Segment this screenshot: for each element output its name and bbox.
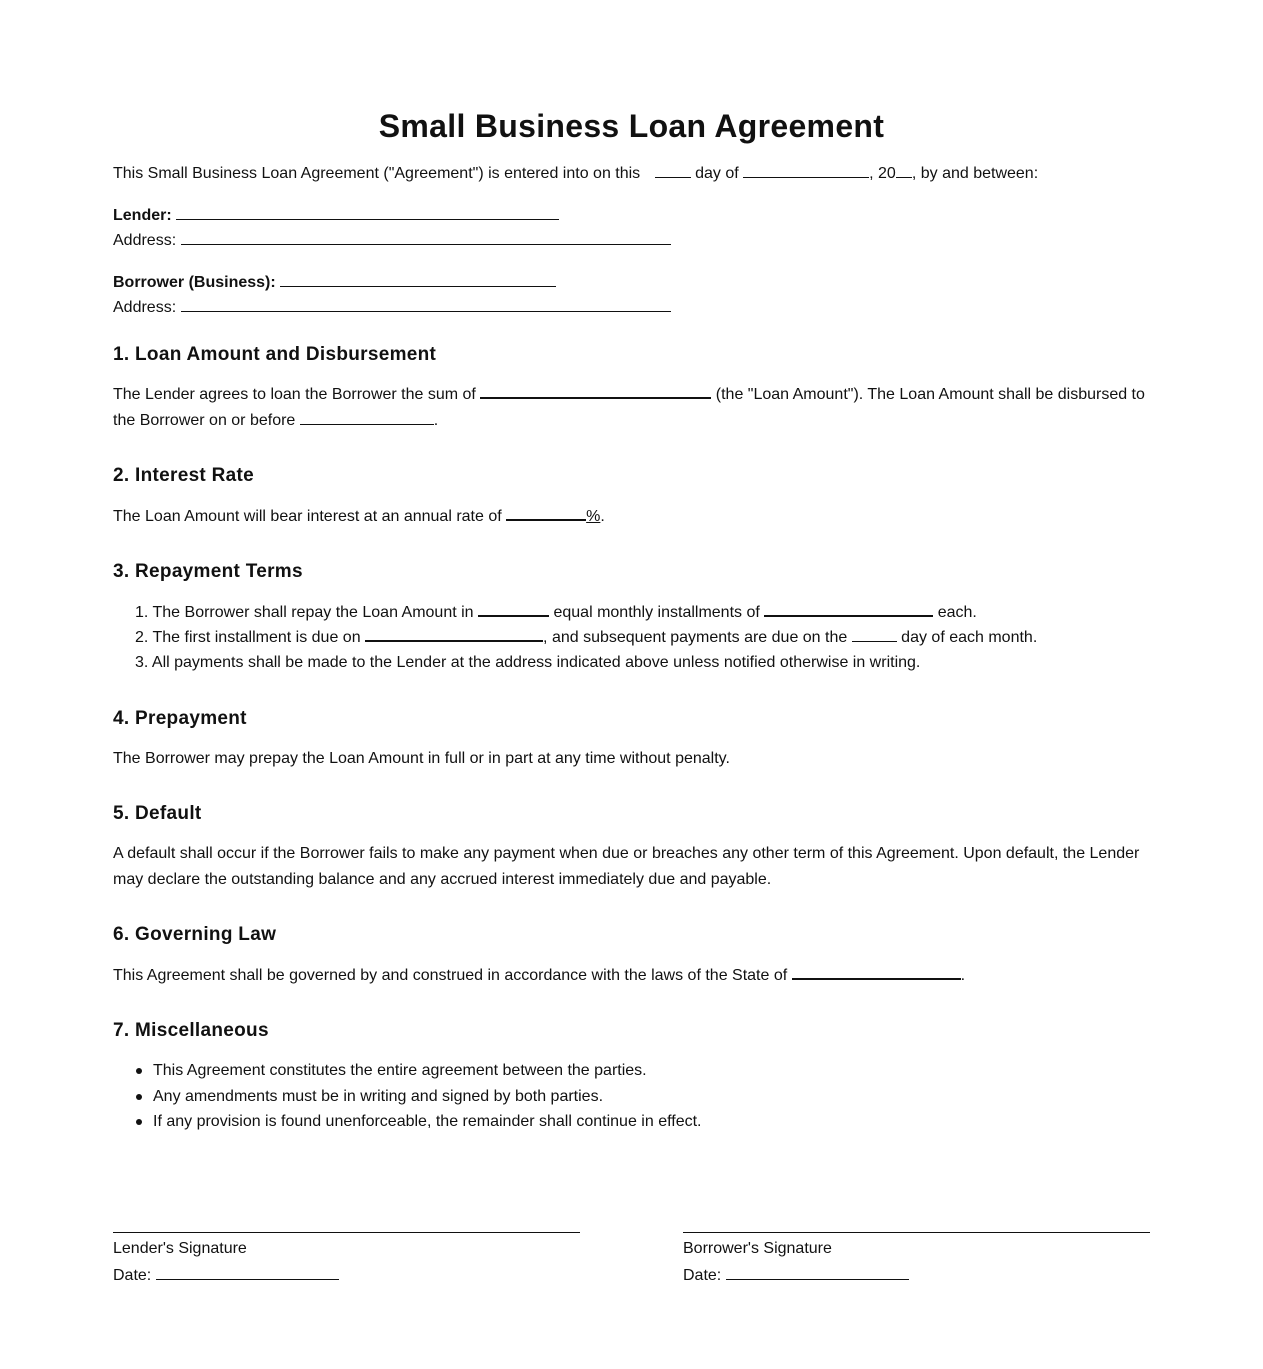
section-2-text-b: . xyxy=(600,508,605,525)
item-text: each. xyxy=(937,604,977,621)
section-6-heading: 6. Governing Law xyxy=(113,924,277,945)
section-2-paragraph xyxy=(113,506,605,527)
installments-count-blank[interactable] xyxy=(478,602,549,617)
borrower-label: Borrower (Business): xyxy=(113,274,276,291)
section-5-paragraph: A default shall occur if the Borrower fails to make any payment when due or breaches any other term of this Agreement. Upon default, the Lender may declare the outstanding balance and any accrued interest immediately due and payable. xyxy=(113,845,1140,888)
payment-day-blank[interactable] xyxy=(852,627,897,642)
intro-paragraph xyxy=(113,163,1038,184)
section-1-heading: 1. Loan Amount and Disbursement xyxy=(113,344,437,365)
year-blank[interactable] xyxy=(896,163,912,178)
lender-date-row xyxy=(113,1265,339,1286)
section-1-text-c: the Borrower on or before xyxy=(113,412,296,429)
borrower-signature-label: Borrower's Signature xyxy=(683,1240,832,1257)
section-6-text-b: . xyxy=(960,967,966,984)
document-title: Small Business Loan Agreement xyxy=(378,108,885,144)
installment-amount-blank[interactable] xyxy=(764,602,933,617)
lender-date-label: Date: xyxy=(113,1267,152,1284)
item-text: The Borrower shall repay the Loan Amount in xyxy=(152,604,474,621)
misc-item-text: This Agreement constitutes the entire agreement between the parties. xyxy=(153,1062,647,1079)
intro-text-2: day of xyxy=(695,165,739,182)
bullet-icon xyxy=(136,1119,142,1125)
misc-item-3 xyxy=(153,1112,701,1132)
bullet-icon xyxy=(136,1094,142,1100)
item-text: , and subsequent payments are due on the xyxy=(543,629,848,646)
section-5-heading: 5. Default xyxy=(113,803,202,824)
misc-item-2 xyxy=(153,1087,603,1107)
repayment-item-2 xyxy=(135,627,1037,648)
borrower-signature-line[interactable] xyxy=(683,1232,1150,1233)
item-text: day of each month. xyxy=(901,629,1038,646)
item-number: 3. xyxy=(135,654,149,671)
disbursement-date-blank[interactable] xyxy=(300,410,434,425)
item-number: 1. xyxy=(135,604,149,621)
lender-row xyxy=(113,205,559,226)
borrower-row xyxy=(113,272,556,293)
section-1-paragraph xyxy=(113,382,1153,434)
section-4-paragraph: The Borrower may prepay the Loan Amount in full or in part at any time without penalty. xyxy=(113,750,730,767)
borrower-address-blank[interactable] xyxy=(181,297,671,312)
item-number: 2. xyxy=(135,629,149,646)
borrower-address-label: Address: xyxy=(113,299,177,316)
borrower-address-row xyxy=(113,297,671,318)
section-6-text-a: This Agreement shall be governed by and construed in accordance with the laws of the State of xyxy=(113,967,788,984)
borrower-date-row xyxy=(683,1265,909,1286)
intro-text-4: , by and between: xyxy=(911,165,1039,182)
borrower-date-blank[interactable] xyxy=(726,1265,909,1280)
first-installment-date-blank[interactable] xyxy=(365,627,543,642)
repayment-item-1 xyxy=(135,602,977,623)
governing-state-blank[interactable] xyxy=(792,965,961,980)
month-blank[interactable] xyxy=(743,163,869,178)
loan-amount-blank[interactable] xyxy=(480,384,711,399)
section-2-text-a: The Loan Amount will bear interest at an annual rate of xyxy=(113,508,502,525)
lender-label: Lender: xyxy=(113,207,172,224)
section-7-heading: 7. Miscellaneous xyxy=(113,1020,269,1041)
intro-text-3: , 20 xyxy=(869,165,896,182)
lender-signature-label: Lender's Signature xyxy=(113,1240,247,1257)
misc-item-text: Any amendments must be in writing and signed by both parties. xyxy=(153,1088,604,1105)
percent-sign: % xyxy=(586,508,601,525)
section-3-heading: 3. Repayment Terms xyxy=(113,561,303,582)
borrower-name-blank[interactable] xyxy=(280,272,556,287)
lender-signature-line[interactable] xyxy=(113,1232,580,1233)
repayment-item-3 xyxy=(135,653,920,673)
section-4-heading: 4. Prepayment xyxy=(113,708,247,729)
item-text: equal monthly installments of xyxy=(553,604,760,621)
borrower-date-label: Date: xyxy=(683,1267,722,1284)
section-1-text-b: (the "Loan Amount"). The Loan Amount shall be disbursed to xyxy=(715,386,1145,403)
section-1-text-d: . xyxy=(433,412,439,429)
misc-item-1 xyxy=(153,1061,647,1081)
lender-date-blank[interactable] xyxy=(156,1265,339,1280)
section-6-paragraph xyxy=(113,965,965,986)
section-2-heading: 2. Interest Rate xyxy=(113,465,255,486)
day-blank[interactable] xyxy=(655,163,691,178)
intro-text-1: This Small Business Loan Agreement ("Agreement") is entered into on this xyxy=(113,165,641,182)
lender-address-row xyxy=(113,230,671,251)
bullet-icon xyxy=(136,1068,142,1074)
interest-rate-blank[interactable] xyxy=(506,506,586,521)
section-1-text-a: The Lender agrees to loan the Borrower the sum of xyxy=(113,386,476,403)
lender-name-blank[interactable] xyxy=(176,205,559,220)
misc-item-text: If any provision is found unenforceable, the remainder shall continue in effect. xyxy=(153,1113,702,1130)
item-text: The first installment is due on xyxy=(152,629,361,646)
lender-address-blank[interactable] xyxy=(181,230,671,245)
lender-address-label: Address: xyxy=(113,232,177,249)
item-text: All payments shall be made to the Lender at the address indicated above unless notified otherwise in writing. xyxy=(151,654,921,671)
